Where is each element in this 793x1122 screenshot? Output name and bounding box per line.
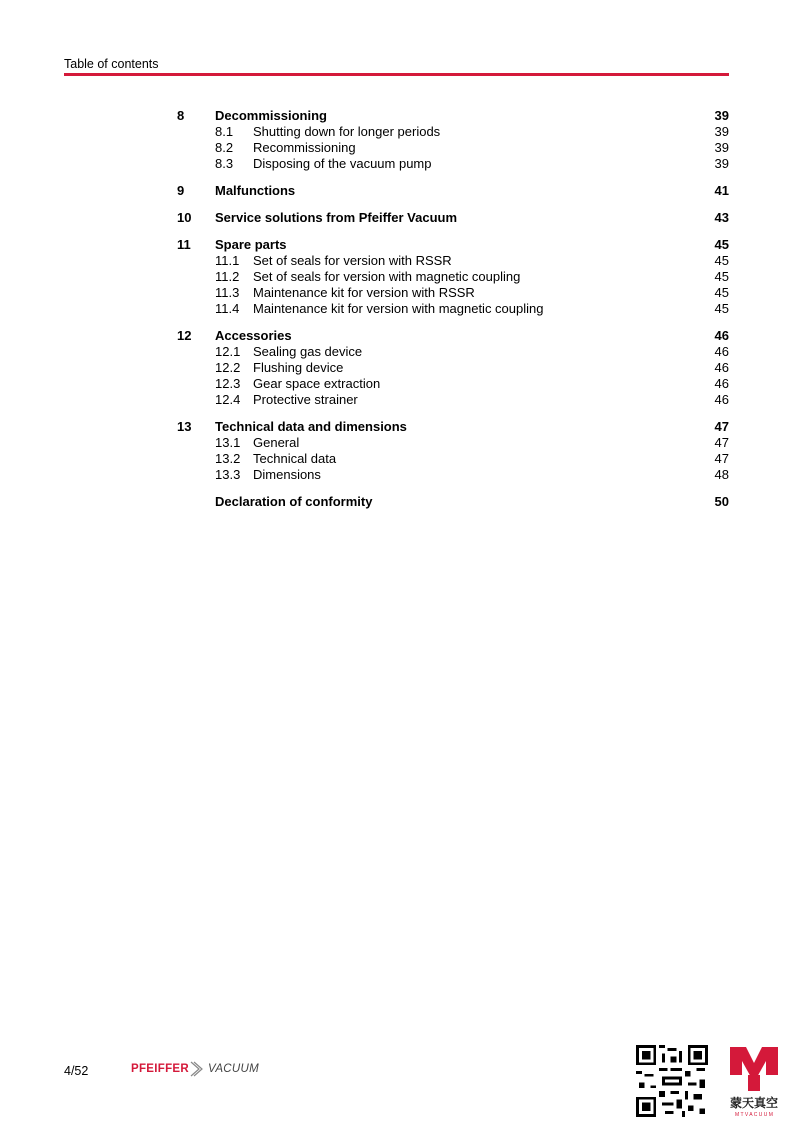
toc-chapter [177, 328, 729, 408]
chapter-page: 47 [714, 419, 729, 434]
section-title: General [253, 435, 300, 450]
section-page: 39 [714, 124, 729, 139]
section-page: 46 [714, 376, 729, 391]
section-number: 13.2 [215, 451, 241, 466]
section-number: 12.1 [215, 344, 241, 359]
toc-section-entry[interactable] [177, 467, 729, 483]
section-page: 47 [714, 435, 729, 450]
section-number: 8.2 [215, 140, 234, 155]
chapter-page: 50 [714, 494, 729, 509]
toc-section-entry[interactable] [177, 376, 729, 392]
partner-name-text: 蒙天真空 [729, 1096, 779, 1110]
logo-vacuum-text: VACUUM [208, 1063, 260, 1075]
section-page: 46 [714, 344, 729, 359]
toc-chapter [177, 237, 729, 317]
section-page: 45 [714, 301, 729, 316]
section-number: 8.1 [215, 124, 234, 139]
section-title: Set of seals for version with RSSR [253, 253, 452, 268]
toc-section-entry[interactable] [177, 451, 729, 467]
toc-section-entry[interactable] [177, 285, 729, 301]
section-page: 46 [714, 360, 729, 375]
chapter-number: 8 [177, 108, 185, 123]
toc-section-entry[interactable] [177, 269, 729, 285]
page-header-title: Table of contents [64, 57, 159, 71]
section-page: 46 [714, 392, 729, 407]
toc-section-entry[interactable] [177, 156, 729, 172]
chapter-number: 13 [177, 419, 192, 434]
chapter-page: 46 [714, 328, 729, 343]
partner-sub-text: M T V A C U U M [735, 1112, 773, 1117]
section-page: 48 [714, 467, 729, 482]
section-title: Disposing of the vacuum pump [253, 156, 432, 171]
chapter-title: Accessories [215, 328, 292, 343]
section-title: Maintenance kit for version with RSSR [253, 285, 475, 300]
chapter-page: 41 [714, 183, 729, 198]
toc-chapter [177, 210, 729, 226]
toc-section-entry[interactable] [177, 301, 729, 317]
section-title: Set of seals for version with magnetic coupling [253, 269, 521, 284]
toc-chapter-entry[interactable] [177, 419, 729, 435]
chapter-title: Declaration of conformity [215, 494, 373, 509]
toc-chapter-entry[interactable] [177, 328, 729, 344]
toc-chapter [177, 183, 729, 199]
section-page: 39 [714, 156, 729, 171]
chapter-page: 45 [714, 237, 729, 252]
section-number: 11.3 [215, 285, 240, 300]
toc-section-entry[interactable] [177, 124, 729, 140]
qr-code [636, 1045, 708, 1117]
section-page: 39 [714, 140, 729, 155]
toc-section-entry[interactable] [177, 392, 729, 408]
chapter-number: 11 [177, 237, 191, 252]
section-page: 45 [714, 269, 729, 284]
chapter-title: Technical data and dimensions [215, 419, 407, 434]
chapter-title: Spare parts [215, 237, 287, 252]
chapter-title: Malfunctions [215, 183, 296, 198]
section-title: Dimensions [253, 467, 321, 482]
section-title: Shutting down for longer periods [253, 124, 441, 139]
section-page: 47 [714, 451, 729, 466]
logo-stripes-icon [189, 1060, 205, 1078]
section-page: 45 [714, 285, 729, 300]
section-number: 11.1 [215, 253, 240, 268]
section-title: Technical data [253, 451, 337, 466]
chapter-number: 9 [177, 183, 185, 198]
section-title: Sealing gas device [253, 344, 363, 359]
mt-vacuum-logo [716, 1045, 792, 1117]
toc-chapter-entry[interactable] [177, 210, 729, 226]
logo-brand-text: PFEIFFER [131, 1063, 189, 1075]
chapter-number: 10 [177, 210, 192, 225]
page-number: 4/52 [64, 1064, 89, 1078]
section-title: Gear space extraction [253, 376, 381, 391]
chapter-title: Service solutions from Pfeiffer Vacuum [215, 210, 458, 225]
section-title: Protective strainer [253, 392, 358, 407]
toc-section-entry[interactable] [177, 435, 729, 451]
section-number: 12.2 [215, 360, 241, 375]
section-number: 13.3 [215, 467, 241, 482]
section-number: 13.1 [215, 435, 241, 450]
toc-chapter-entry[interactable] [177, 494, 729, 510]
toc-chapter-entry[interactable] [177, 237, 729, 253]
section-number: 12.3 [215, 376, 241, 391]
toc-section-entry[interactable] [177, 253, 729, 269]
section-title: Flushing device [253, 360, 344, 375]
toc-chapter [177, 108, 729, 172]
section-title: Recommissioning [253, 140, 356, 155]
chapter-number: 12 [177, 328, 192, 343]
toc-chapter-entry[interactable] [177, 183, 729, 199]
header-divider [64, 73, 729, 76]
toc-chapter [177, 494, 729, 510]
toc-chapter-entry[interactable] [177, 108, 729, 124]
toc-chapter [177, 419, 729, 483]
toc-section-entry[interactable] [177, 344, 729, 360]
pfeiffer-vacuum-logo [131, 1060, 259, 1078]
chapter-title: Decommissioning [215, 108, 327, 123]
section-number: 11.4 [215, 301, 240, 316]
table-of-contents [177, 108, 729, 521]
chapter-page: 39 [714, 108, 729, 123]
toc-section-entry[interactable] [177, 360, 729, 376]
section-number: 12.4 [215, 392, 241, 407]
section-number: 8.3 [215, 156, 234, 171]
section-title: Maintenance kit for version with magnetic coupling [253, 301, 544, 316]
chapter-page: 43 [714, 210, 729, 225]
section-page: 45 [714, 253, 729, 268]
section-number: 11.2 [215, 269, 240, 284]
toc-section-entry[interactable] [177, 140, 729, 156]
